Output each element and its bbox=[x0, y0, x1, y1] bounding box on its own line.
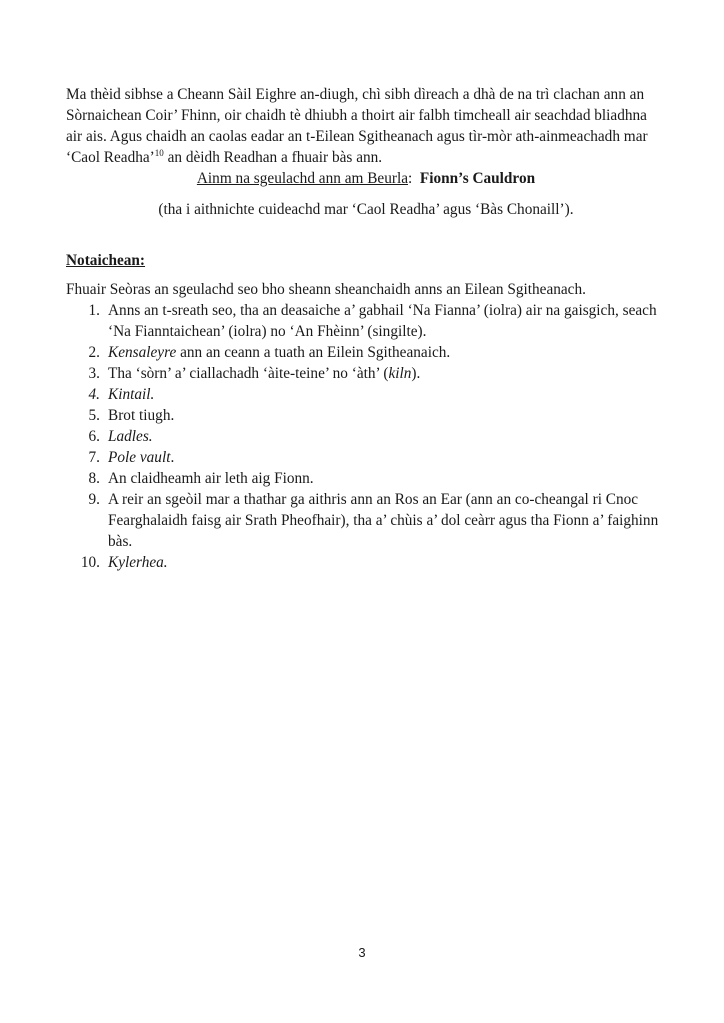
page-body bbox=[66, 84, 666, 573]
note-number: 5. bbox=[88, 407, 100, 424]
note-number: 1. bbox=[88, 302, 100, 319]
english-title-label: Ainm na sgeulachd ann am Beurla bbox=[196, 170, 408, 187]
footnote-ref-10: 10 bbox=[154, 147, 164, 158]
notes-intro: Fhuair Seòras an sgeulachd seo bho sheann sheanchaidh anns an Eilean Sgitheanach. bbox=[66, 281, 586, 298]
note-number: 9. bbox=[88, 491, 100, 508]
note-text: Kylerhea. bbox=[108, 554, 168, 571]
intro-text-end: an dèidh Readhan a fhuair bàs ann. bbox=[163, 149, 383, 166]
note-text: An claidheamh air leth aig Fionn. bbox=[108, 470, 314, 487]
note-text bbox=[108, 342, 666, 363]
note-text: Ladles. bbox=[108, 428, 153, 445]
note-text-part: . bbox=[170, 449, 175, 466]
note-item bbox=[66, 468, 666, 489]
note-text: Kintail. bbox=[108, 386, 155, 403]
notes-heading: Notaichean: bbox=[66, 252, 146, 269]
note-item bbox=[66, 426, 666, 447]
intro-paragraph bbox=[66, 84, 666, 168]
notes-list bbox=[66, 300, 666, 573]
note-text bbox=[108, 363, 666, 384]
also-known-as: (tha i aithnichte cuideachd mar ‘Caol Readha’ agus ‘Bàs Chonaill’). bbox=[158, 201, 574, 218]
note-number: 8. bbox=[88, 470, 100, 487]
note-item bbox=[66, 342, 666, 363]
note-number: 6. bbox=[88, 428, 100, 445]
note-item bbox=[66, 300, 666, 342]
note-text-part: Tha ‘sòrn’ a’ ciallachadh ‘àite-teine’ no ‘àth’ ( bbox=[108, 365, 389, 382]
note-text-part: ann an ceann a tuath an Eilein Sgitheanaich. bbox=[176, 344, 451, 361]
note-italic: kiln bbox=[388, 365, 412, 382]
note-item bbox=[66, 552, 666, 573]
note-text: A reir an sgeòil mar a thathar ga aithris ann an Ros an Ear (ann an co-cheangal ri Cnoc Fearghalaidh faisg air Srath Pheofhair), tha a’ chùis a’ dol ceàrr agus tha Fionn a’ faighinn bàs. bbox=[108, 491, 659, 550]
note-item bbox=[66, 384, 666, 405]
note-item bbox=[66, 447, 666, 468]
note-italic: Pole vault bbox=[108, 449, 171, 466]
note-item bbox=[66, 489, 666, 552]
note-number: 4. bbox=[88, 386, 100, 403]
note-italic: Kensaleyre bbox=[108, 344, 177, 361]
title-separator: : bbox=[408, 170, 420, 187]
note-text bbox=[108, 447, 666, 468]
note-number: 7. bbox=[88, 449, 100, 466]
note-number: 3. bbox=[88, 365, 100, 382]
note-text: Brot tiugh. bbox=[108, 407, 175, 424]
note-number: 10. bbox=[80, 554, 100, 571]
note-item bbox=[66, 363, 666, 384]
intro-text: Ma thèid sibhse a Cheann Sàil Eighre an-diugh, chì sibh dìreach a dhà de na trì clachan ann an Sòrnaichean Coir’ Fhinn, oir chaidh tè dhiubh a thoirt air falbh timcheall air seachdad bliadhna air ais. Agus chaidh an caolas eadar an t-Eilean Sgitheanach agus tìr-mòr ath-ainmeachadh mar ‘Caol Readha’ bbox=[66, 86, 648, 166]
english-title: Fionn’s Cauldron bbox=[419, 170, 536, 187]
note-text-part: ). bbox=[411, 365, 421, 382]
page-number: 3 bbox=[358, 945, 366, 960]
note-number: 2. bbox=[88, 344, 100, 361]
english-title-line bbox=[66, 168, 666, 189]
note-item bbox=[66, 405, 666, 426]
note-text: Anns an t-sreath seo, tha an deasaiche a’ gabhail ‘Na Fianna’ (iolra) air na gaisgich, seach ‘Na Fianntaichean’ (iolra) no ‘An Fhèinn’ (singilte). bbox=[108, 302, 657, 340]
